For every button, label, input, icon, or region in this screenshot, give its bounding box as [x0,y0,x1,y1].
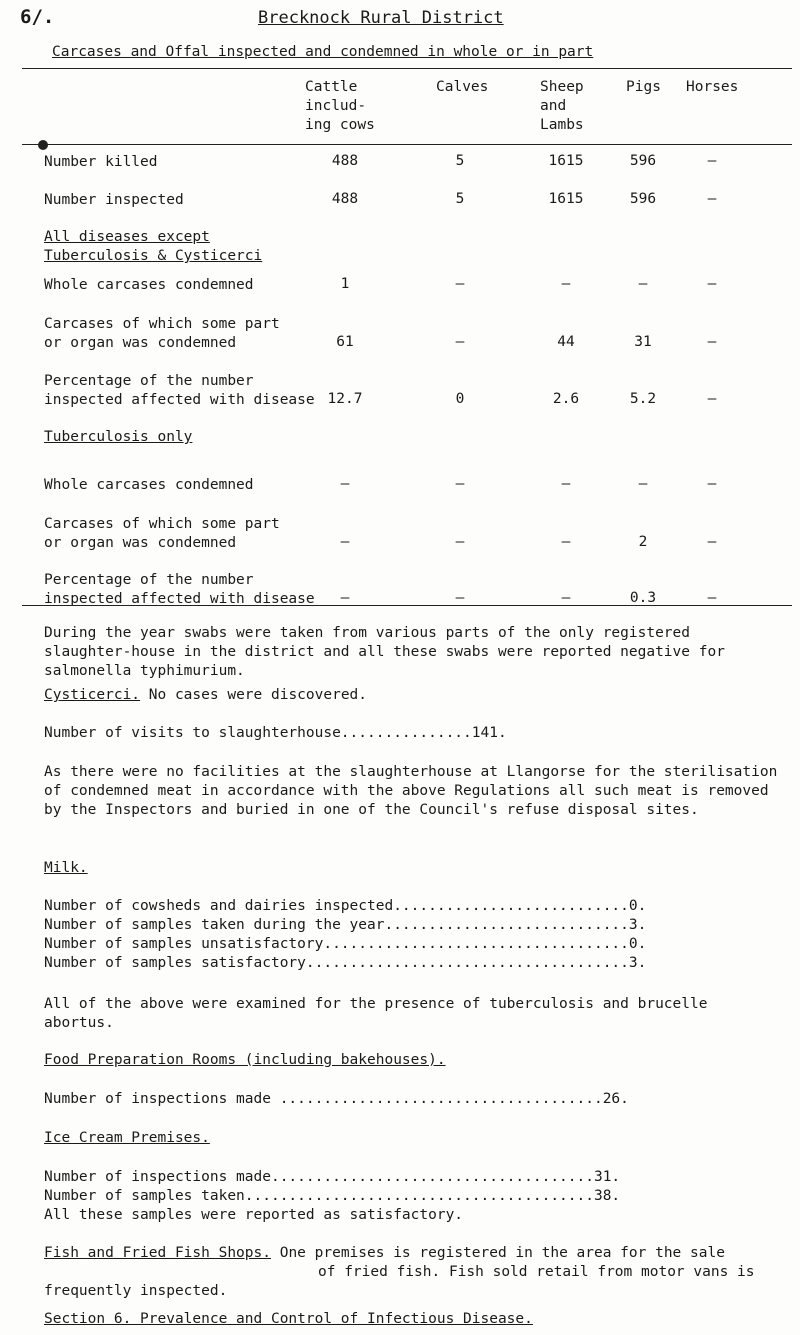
table-cell: – [455,590,465,606]
table-cell: – [561,276,571,292]
ice-cream-line: Number of inspections made.....................................31. [44,1169,621,1185]
table-cell: 1615 [548,153,584,169]
label-line: Whole carcases condemned [44,277,254,293]
table-bottom-rule [22,605,792,606]
table-row-label [44,372,315,410]
table-row-label [44,153,158,172]
label-line: inspected affected with disease [44,392,315,408]
label-line: Whole carcases condemned [44,477,254,493]
label-line: Tuberculosis only [44,429,193,445]
cysticerci-heading: Cysticerci. [44,687,141,703]
ice-cream-line: Number of samples taken........................................38. [44,1188,621,1204]
visits-line: Number of visits to slaughterhouse...............141. [44,725,507,741]
table-cell: 596 [629,153,657,169]
table-top-rule [22,68,792,69]
punch-hole-mark [38,140,48,150]
cysticerci-text: No cases were discovered. [148,687,368,703]
table-cell: 1615 [548,191,584,207]
table-cell: – [707,334,717,350]
table-cell: – [561,476,571,492]
milk-line: Number of samples satisfactory.....................................3. [44,955,647,971]
table-title: Carcases and Offal inspected and condemned in whole or in part [52,44,594,60]
table-row-label [44,571,315,609]
table-row-label [44,515,280,553]
swabs-paragraph: During the year swabs were taken from various parts of the only registered slaughter-house in the district and all these swabs were reported negative for salmonella typhimurium. [44,625,725,679]
table-cell: – [340,476,350,492]
table-cell: – [561,590,571,606]
milk-line: Number of cowsheds and dairies inspected...........................0. [44,898,647,914]
column-header-pigs: Pigs [626,79,661,95]
section-heading: Section 6. Prevalence and Control of Infectious Disease. [44,1311,533,1327]
table-section-label [44,428,192,447]
table-cell: – [707,590,717,606]
ice-cream-heading: Ice Cream Premises. [44,1130,210,1146]
table-cell: – [561,534,571,550]
table-cell: 5 [455,153,465,169]
food-heading: Food Preparation Rooms (including bakehouses). [44,1052,446,1068]
table-cell: 488 [331,191,359,207]
milk-list [44,897,646,973]
column-header-horses: Horses [686,79,739,95]
fish-text-2: of fried fish. Fish sold retail from motor vans is [318,1264,755,1280]
table-cell: 0.3 [629,590,657,606]
table-cell: – [707,153,717,169]
ice-cream-list [44,1168,620,1225]
table-cell: 44 [557,334,575,350]
district-title: Brecknock Rural District [258,8,504,28]
label-line: Carcases of which some part [44,516,280,532]
cysticerci-line [44,687,367,703]
table-cell: 596 [629,191,657,207]
milk-heading: Milk. [44,860,88,876]
table-cell: 2.6 [552,391,580,407]
table-cell: 31 [634,334,652,350]
table-cell: – [707,534,717,550]
table-cell: 0 [455,391,465,407]
page-number: 6/. [20,6,55,28]
table-row-label [44,315,280,353]
table-cell: – [707,276,717,292]
milk-line: Number of samples unsatisfactory...................................0. [44,936,647,952]
label-line: or organ was condemned [44,535,237,551]
table-cell: – [638,276,648,292]
label-line: Carcases of which some part [44,316,280,332]
table-cell: – [455,334,465,350]
column-header-sheep: Sheep and Lambs [540,79,584,133]
table-cell: – [707,476,717,492]
table-cell: 61 [336,334,354,350]
label-line: inspected affected with disease [44,591,315,607]
column-header-cattle: Cattle includ- ing cows [305,79,375,133]
label-line: Percentage of the number [44,373,254,389]
table-cell: – [707,191,717,207]
table-cell: 5.2 [629,391,657,407]
fish-text-1: One premises is registered in the area for the sale [279,1245,725,1261]
fish-heading: Fish and Fried Fish Shops. [44,1245,271,1261]
fish-line-1 [44,1245,725,1261]
food-line: Number of inspections made .....................................26. [44,1091,629,1107]
milk-line: Number of samples taken during the year............................3. [44,917,647,933]
label-line: All diseases except [44,229,210,245]
table-row-label [44,191,184,210]
table-cell: – [455,534,465,550]
label-line: Number inspected [44,192,184,208]
label-line: or organ was condemned [44,335,237,351]
table-cell: – [455,476,465,492]
fish-text-3: frequently inspected. [44,1283,228,1299]
table-cell: – [638,476,648,492]
label-line: Number killed [44,154,158,170]
ice-cream-line: All these samples were reported as satisfactory. [44,1207,464,1223]
table-cell: – [707,391,717,407]
table-cell: – [455,276,465,292]
table-cell: – [340,534,350,550]
table-cell: 1 [340,276,350,292]
milk-note: All of the above were examined for the presence of tuberculosis and brucelle abortus. [44,996,708,1031]
table-cell: 2 [638,534,648,550]
column-header-calves: Calves [436,79,489,95]
table-row-label [44,276,254,295]
table-header-rule [22,144,792,145]
table-row-label [44,476,254,495]
table-cell: 12.7 [327,391,363,407]
table-cell: 5 [455,191,465,207]
table-section-label [44,228,262,266]
label-line: Tuberculosis & Cysticerci [44,248,263,264]
label-line: Percentage of the number [44,572,254,588]
sterilisation-paragraph: As there were no facilities at the slaughterhouse at Llangorse for the sterilisation of condemned meat in accordance with the above Regulations all such meat is removed by the Inspectors and buried in one of the Council's refuse disposal sites. [44,764,778,818]
table-cell: – [340,590,350,606]
table-cell: 488 [331,153,359,169]
